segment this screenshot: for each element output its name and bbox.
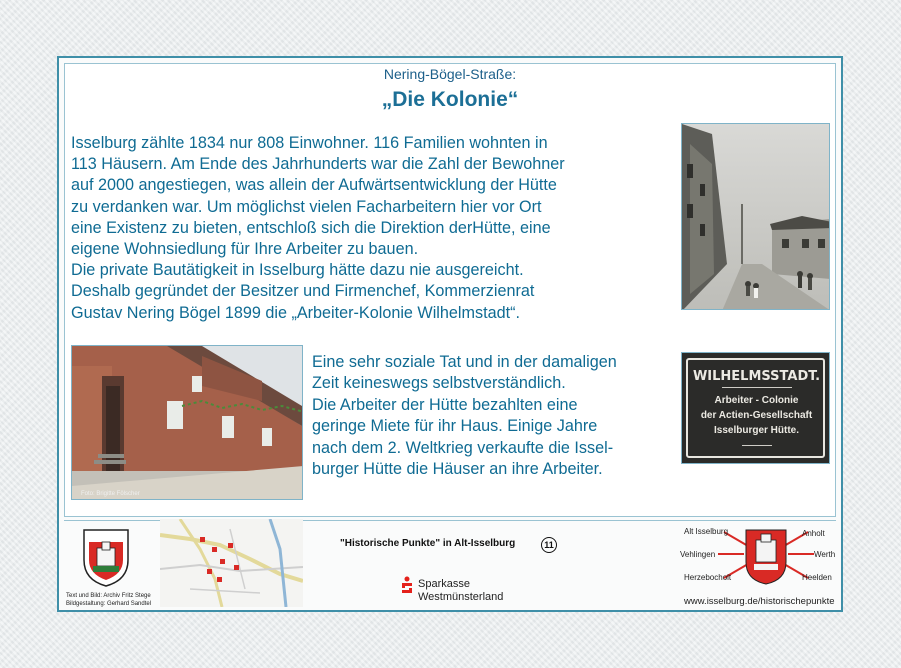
- town-map: [160, 519, 303, 607]
- series-label: "Historische Punkte" in Alt-Isselburg: [340, 538, 516, 549]
- street-subtitle: Nering-Bögel-Straße:: [383, 66, 517, 82]
- sparkasse-region: Westmünsterland: [418, 591, 504, 603]
- town-compass: [718, 526, 814, 586]
- historic-street-photo: [681, 123, 830, 310]
- town-heelden: Heelden: [802, 573, 832, 582]
- sparkasse-name: Sparkasse: [418, 578, 470, 590]
- town-alt-isselburg: Alt Isselburg: [684, 527, 729, 536]
- town-anholt: Anholt: [802, 529, 825, 538]
- town-vehlingen: Vehlingen: [680, 550, 716, 559]
- intro-text: Isselburg zählte 1834 nur 808 Einwohner. 116 Familien wohnten in 113 Häusern. Am Ende des Jahrhunderts war die Zahl der Bewohner auf 2000 angestiegen, was allein der Aufwärtsentwicklung der Hütte zu verdanken war. Um möglichst vielen Facharbeitern hier vor Ort eine Existenz zu bieten, entschloß sich die Direktion derHütte, eine eigene Wohnsiedlung für Ihre Arbeiter zu bauen. Die private Bautätigkeit in Isselburg hätte dazu nie ausgereicht. Deshalb gegründet der Besitzer und Firmenchef, Kommerzienrat Gustav Nering Bögel 1899 die „Arbeiter-Kolonie Wilhelmstadt“.: [71, 134, 565, 322]
- sparkasse-logo: [400, 576, 510, 604]
- credit-text: Text und Bild: Archiv Fritz Stege: [66, 593, 151, 599]
- town-herzebocholt: Herzebocholt: [684, 573, 732, 582]
- page-title: „Die Kolonie“: [381, 88, 519, 111]
- sign-line-3: der Actien-Gesellschaft: [700, 410, 813, 421]
- second-paragraph: Eine sehr soziale Tat und in der damaligen Zeit keineswegs selbstverständlich. Die Arbeiter der Hütte bezahlten eine geringe Miete für ihr Haus. Einige Jahre nach dem 2. Weltkrieg verkaufte die Issel- burger Hütte die Häuser an ihre Arbeiter.: [312, 353, 617, 479]
- coat-of-arms-logo: [81, 526, 131, 593]
- wilhelmsstadt-sign-photo: [681, 352, 830, 464]
- sign-line-4: Isselburger Hütte.: [713, 425, 800, 436]
- town-werth: Werth: [814, 550, 836, 559]
- photo-credit: Foto: Brigitte Fölscher: [81, 491, 140, 497]
- website-url: www.isselburg.de/historischepunkte: [684, 596, 835, 607]
- sign-line-1: WILHELMSSTADT.: [692, 369, 821, 384]
- intro-paragraph: [71, 133, 671, 324]
- brick-houses-photo: [71, 345, 303, 500]
- design-credit: Bildgestaltung: Gerhard Sandtel: [66, 601, 152, 607]
- point-number-badge: 11: [541, 537, 557, 553]
- sign-line-2: Arbeiter - Colonie: [714, 395, 799, 406]
